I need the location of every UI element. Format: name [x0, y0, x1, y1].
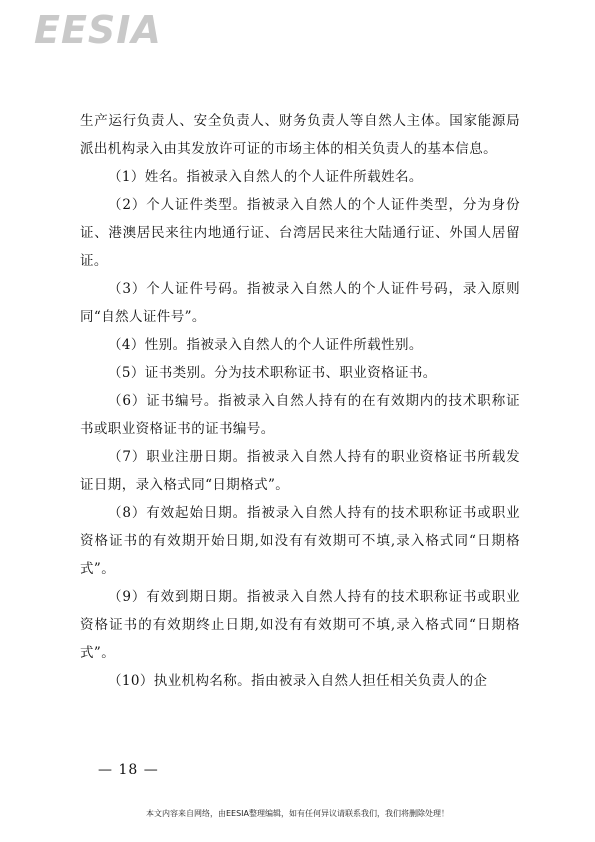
footer-disclaimer: 本文内容来自网络，由EESIA整理编辑，如有任何异议请联系我们，我们将删除处理！	[145, 809, 450, 818]
paragraph-item-6-cert-number: （6）证书编号。指被录入自然人持有的在有效期内的技术职称证书或职业资格证书的证书编号。	[80, 393, 520, 437]
paragraph-item-4-gender: （4）性别。指被录入自然人的个人证件所载性别。	[108, 337, 423, 353]
paragraph-item-3-id-number: （3）个人证件号码。指被录入自然人的个人证件号码，录入原则同“自然人证件号”。	[80, 281, 520, 325]
paragraph-item-2-id-type: （2）个人证件类型。指被录入自然人的个人证件类型，分为身份证、港澳居民来往内地通行证、台湾居民来往大陆通行证、外国人居留证。	[80, 197, 520, 269]
paragraph-item-1-name: （1）姓名。指被录入自然人的个人证件所载姓名。	[108, 169, 423, 185]
paragraph-item-7-registration-date: （7）职业注册日期。指被录入自然人持有的职业资格证书所载发证日期，录入格式同“日期格式”。	[80, 449, 520, 493]
paragraph-item-8-start-date: （8）有效起始日期。指被录入自然人持有的技术职称证书或职业资格证书的有效期开始日期,如没有有效期可不填,录入格式同“日期格式”。	[80, 505, 520, 577]
page-number: — 18 —	[98, 762, 159, 778]
paragraph-item-10-institution: （10）执业机构名称。指由被录入自然人担任相关负责人的企	[108, 673, 488, 689]
paragraph-item-9-end-date: （9）有效到期日期。指被录入自然人持有的技术职称证书或职业资格证书的有效期终止日期,如没有有效期可不填,录入格式同“日期格式”。	[80, 589, 520, 661]
document-body	[80, 107, 520, 695]
eesia-logo: EESIA	[34, 8, 162, 52]
paragraph-intro: 生产运行负责人、安全负责人、财务负责人等自然人主体。国家能源局派出机构录入由其发放许可证的市场主体的相关负责人的基本信息。	[80, 113, 520, 157]
paragraph-item-5-cert-category: （5）证书类别。分为技术职称证书、职业资格证书。	[108, 365, 437, 381]
